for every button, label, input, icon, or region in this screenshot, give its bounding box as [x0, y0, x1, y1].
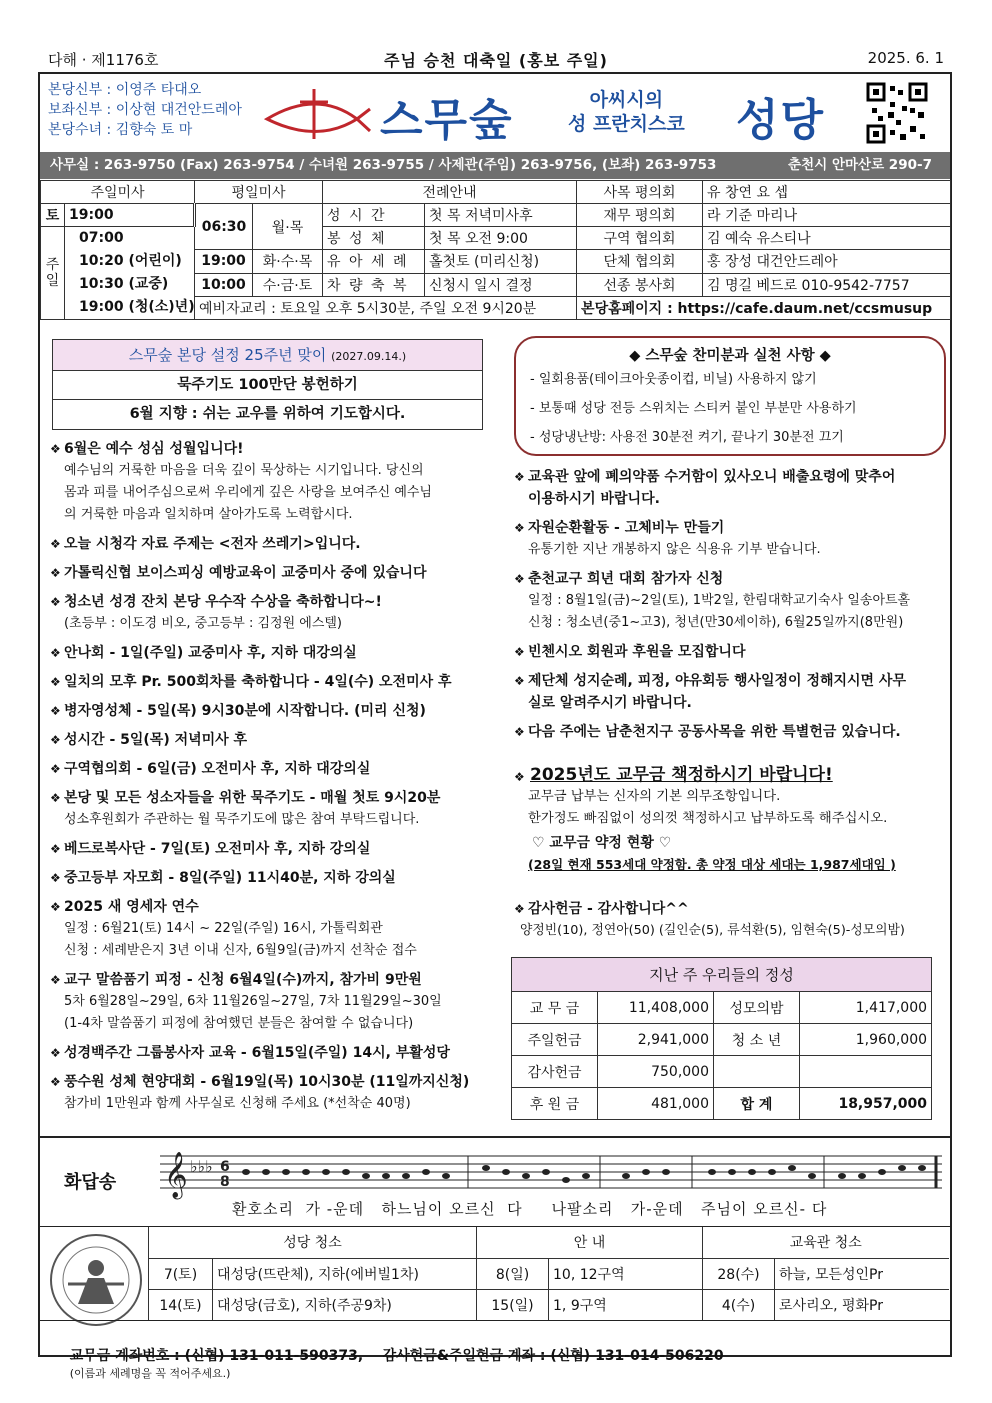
- news-item: [50, 969, 496, 1035]
- news-headline: ❖ 성경백주간 그룹봉사자 교육 - 6월15일(주일) 14시, 부활성당: [50, 1042, 496, 1064]
- offering-label: 성모의밤: [714, 992, 800, 1024]
- section-divider: [40, 1136, 950, 1138]
- logo-sub-top: 아씨시의: [589, 89, 664, 111]
- news-detail: 5차 6월28일~29일, 6차 11월26일~27일, 7차 11월29일~30일: [64, 994, 442, 1009]
- pastoral-council-head: 유 창연 요 셉: [703, 181, 951, 204]
- fish-cross-logo-icon: [262, 84, 372, 144]
- duty-assignment: 1, 9구역: [549, 1289, 703, 1320]
- header-pastoral-council: 사목 평의회: [577, 181, 703, 204]
- liturgy-value-1: 첫 목 저녁미사후: [425, 204, 577, 227]
- duty-row: [149, 1289, 949, 1320]
- bullet-icon: ❖: [514, 902, 525, 916]
- right-news-list: [514, 466, 950, 750]
- offering-row: [512, 992, 932, 1024]
- news-detail: 성소후원회가 주관하는 월 묵주기도에 많은 참여 부탁드립니다.: [64, 812, 420, 827]
- sunday-time-1: 07:00: [79, 230, 124, 246]
- qr-code-icon: [866, 82, 928, 144]
- weekday-time-3: 10:00: [195, 273, 253, 296]
- duty-date: 28(수): [703, 1258, 775, 1289]
- weekday-time-2: 19:00: [195, 250, 253, 273]
- news-detail: 신청 : 세례받은지 3년 이내 신자, 6월9일(금)까지 선착순 접수: [64, 943, 417, 958]
- offering-amount: 18,957,000: [800, 1088, 932, 1120]
- news-detail: 유통기한 지난 개봉하지 않은 식용유 기부 받습니다.: [528, 542, 821, 557]
- svg-text:8: 8: [220, 1174, 230, 1190]
- homepage-info[interactable]: [577, 296, 951, 319]
- pledge-head-text: 2025년도 교무금 책정하시기 바랍니다!: [530, 765, 833, 785]
- news-headline: ❖ 제단체 성지순례, 피정, 야유회등 행사일정이 정해지시면 사무: [514, 670, 950, 692]
- news-detail: 신청 : 청소년(중1~고3), 청년(만30세이하), 6월25일까지(8만원): [528, 615, 904, 630]
- pledge-sub-1: 교무금 납부는 신자의 기본 의무조항입니다.: [528, 789, 781, 804]
- eco-title: ◆ 스무숲 찬미분과 실천 사항 ◆: [629, 348, 831, 364]
- liturgy-label-3: 유 아 세 례: [323, 250, 425, 273]
- eco-item-3: - 성당냉난방: 사용전 30분전 켜기, 끝나기 30분전 끄기: [530, 430, 844, 445]
- news-item: [50, 533, 496, 555]
- offering-amount: 2,941,000: [598, 1024, 714, 1056]
- offering-row: [512, 1056, 932, 1088]
- sunday-time-4: 19:00 (청(소)년): [79, 299, 195, 315]
- news-headline: ❖ 다음 주에는 남춘천지구 공동사목을 위한 특별헌금 있습니다.: [514, 721, 950, 743]
- news-detail: 참가비 1만원과 함께 사무실로 신청해 주세요 (*선착순 40명): [64, 1096, 411, 1111]
- news-headline: ❖ 교구 말씀품기 피정 - 신청 6월4일(수)까지, 참가비 9만원: [50, 969, 496, 991]
- liturgy-value-3: 홀첫토 (미리신청): [425, 250, 577, 273]
- sunday-time-3: 10:30 (교중): [79, 276, 169, 292]
- offering-label: [714, 1056, 800, 1088]
- offering-amount: 481,000: [598, 1088, 714, 1120]
- duty-assignment: 로사리오, 평화Pr: [775, 1289, 949, 1320]
- news-item: [50, 438, 496, 526]
- pledge-status: (28일 현재 553세대 약정함. 총 약정 대상 세대는 1,987세대임 ): [528, 857, 896, 872]
- contact-bar: [40, 152, 950, 179]
- news-headline: ❖ 본당 및 모든 성소자들을 위한 묵주기도 - 매월 첫토 9시20분: [50, 787, 496, 809]
- footer-accounts-text: 교무금 계좌번호 : (신협) 131-011-590373, 감사헌금&주일헌금 계좌 : (신협) 131-014-506220: [69, 1348, 724, 1364]
- news-headline: ❖ 2025 새 영세자 연수: [50, 896, 496, 918]
- logo-sub-bottom: 성 프란치스코: [568, 113, 685, 135]
- bullet-icon: ❖: [514, 770, 525, 784]
- anniversary-box: [52, 339, 483, 430]
- issue-number: 다해 · 제1176호: [48, 51, 159, 69]
- sunday-times: [65, 227, 195, 320]
- news-item: [50, 867, 496, 889]
- duty-row: [149, 1258, 949, 1289]
- news-headline: ❖ 성시간 - 5일(목) 저녁미사 후: [50, 729, 496, 751]
- church-seal-icon: [48, 1232, 144, 1328]
- news-headline: ❖ 안나회 - 1일(주일) 교중미사 후, 지하 대강의실: [50, 642, 496, 664]
- council-label-4: 선종 봉사회: [577, 273, 703, 296]
- liturgy-label-4: 차 량 축 복: [323, 273, 425, 296]
- news-headline: ❖ 병자영성체 - 5일(목) 9시30분에 시작합니다. (미리 신청): [50, 700, 496, 722]
- svg-text:𝄞: 𝄞: [164, 1152, 188, 1198]
- offering-label: 주일헌금: [512, 1024, 598, 1056]
- news-item: [514, 517, 950, 561]
- logo-main: 스무숲: [380, 95, 514, 146]
- news-headline: ❖ 중고등부 자모회 - 8일(주일) 11시40분, 지하 강의실: [50, 867, 496, 889]
- news-headline-cont: 실로 알려주시기 바랍니다.: [528, 695, 692, 711]
- anniversary-date: (2027.09.14.): [331, 350, 407, 363]
- offering-amount: 1,960,000: [800, 1024, 932, 1056]
- news-item: [50, 758, 496, 780]
- psalm-music-staff: [156, 1142, 946, 1202]
- page-title: 주님 승천 대축일 (홍보 주일): [384, 51, 608, 70]
- liturgy-label-1: 성 시 간: [323, 204, 425, 227]
- offering-amount: [800, 1056, 932, 1088]
- news-item: [50, 591, 496, 635]
- news-headline: ❖ 일치의 모후 Pr. 500회차를 축하합니다 - 4일(수) 오전미사 후: [50, 671, 496, 693]
- news-item: [50, 1042, 496, 1064]
- church-address: 춘천시 안마산로 290-7: [788, 157, 932, 173]
- news-item: [50, 562, 496, 584]
- weekday-days-1: 월·목: [253, 204, 323, 250]
- news-item: [50, 729, 496, 751]
- liturgy-value-4: 신청시 일시 결정: [425, 273, 577, 296]
- offering-amount: 11,408,000: [598, 992, 714, 1024]
- offering-label: 교 무 금: [512, 992, 598, 1024]
- news-headline: ❖ 빈첸시오 회원과 후원을 모집합니다: [514, 641, 950, 663]
- council-label-3: 단체 협의회: [577, 250, 703, 273]
- clergy-associate: 보좌신부 : 이상현 대건안드레아: [48, 102, 242, 118]
- news-headline: ❖ 자원순환활동 - 고체비누 만들기: [514, 517, 950, 539]
- pledge-head: [514, 764, 950, 786]
- thanks-section: [514, 898, 950, 942]
- offering-row: [512, 1024, 932, 1056]
- offering-title: 지난 주 우리들의 정성: [512, 958, 932, 992]
- clergy-list: [48, 80, 242, 140]
- header-weekday-mass: 평일미사: [195, 181, 323, 204]
- news-item: [50, 787, 496, 831]
- issue-date: 2025. 6. 1: [867, 49, 944, 67]
- news-detail: 일정 : 6월21(토) 14시 ~ 22일(주일) 16시, 가톨릭회관: [64, 921, 383, 936]
- anniversary-title: 스무숲 본당 설정 25주년 맞이: [128, 346, 327, 364]
- offering-amount: 750,000: [598, 1056, 714, 1088]
- weekday-days-2: 화·수·목: [253, 250, 323, 273]
- contact-phones: 사무실 : 263-9750 (Fax) 263-9754 / 수녀원 263-9755 / 사제관(주임) 263-9756, (보좌) 263-9753: [50, 157, 717, 173]
- eco-item-1: - 일회용품(테이크아웃종이컵, 비닐) 사용하지 않기: [530, 372, 817, 387]
- news-headline: ❖ 오늘 시청각 자료 주제는 <전자 쓰레기>입니다.: [50, 533, 496, 555]
- thanks-names: 양정빈(10), 정연아(50) (길인순(5), 류석환(5), 임현숙(5)-성모의밤): [520, 923, 905, 938]
- psalm-label: 화답송: [64, 1172, 117, 1193]
- section-divider: [40, 1320, 950, 1321]
- news-headline: ❖ 베드로복사단 - 7일(토) 오전미사 후, 지하 강의실: [50, 838, 496, 860]
- schedule-table: [40, 180, 950, 320]
- logo-church: 성당: [736, 95, 826, 146]
- duty-date: 8(일): [477, 1258, 549, 1289]
- catechism-info: 예비자교리 : 토요일 오후 5시30분, 주일 오전 9시20분: [195, 296, 577, 319]
- duty-assignment: 10, 12구역: [549, 1258, 703, 1289]
- council-label-1: 재무 평의회: [577, 204, 703, 227]
- homepage-link[interactable]: 본당홈페이지 : https://cafe.daum.net/ccsmusup: [581, 300, 933, 317]
- sunday-label: 주일: [41, 227, 65, 320]
- news-headline: ❖ 풍수원 성체 현양대회 - 6월19일(목) 10시30분 (11일까지신청): [50, 1071, 496, 1093]
- footer-note: (이름과 세례명을 꼭 적어주세요.): [69, 1367, 231, 1380]
- offering-label: 감사헌금: [512, 1056, 598, 1088]
- news-detail: (초등부 : 이도경 비오, 중고등부 : 김정원 에스텔): [64, 616, 343, 631]
- council-value-2: 김 예숙 유스티나: [703, 227, 951, 250]
- duty-date: 7(토): [149, 1258, 213, 1289]
- news-detail: 일정 : 8월1일(금)~2일(토), 1박2일, 한림대학교기숙사 일송아트홀: [528, 593, 911, 608]
- thanks-head-text: 감사헌금 - 감사합니다^^: [528, 901, 689, 917]
- svg-text:♭♭♭: ♭♭♭: [190, 1157, 213, 1176]
- clergy-sister: 본당수녀 : 김향숙 토 마: [48, 122, 193, 138]
- clergy-pastor: 본당신부 : 이영주 타대오: [48, 82, 202, 98]
- liturgy-label-2: 봉 성 체: [323, 227, 425, 250]
- news-item: [514, 641, 950, 663]
- duty-date: 14(토): [149, 1289, 213, 1320]
- anniversary-title-row: [53, 340, 482, 371]
- duty-assignment: 하늘, 모든성인Pr: [775, 1258, 949, 1289]
- news-item: [50, 671, 496, 693]
- news-item: [514, 670, 950, 714]
- psalm-lyrics: 환호소리 가 -운데 하느님이 오르신 다 나팔소리 가-운데 주님이 오르신- 다: [232, 1200, 828, 1218]
- offering-label: 청 소 년: [714, 1024, 800, 1056]
- thanks-head: [514, 898, 950, 920]
- left-news-list: [50, 438, 496, 1122]
- news-item: [50, 838, 496, 860]
- logo-sub: [568, 88, 685, 136]
- news-item: [514, 568, 950, 634]
- news-headline: ❖ 6월은 예수 성심 성월입니다!: [50, 438, 496, 460]
- duty-header-guide: 안 내: [477, 1227, 703, 1258]
- duties-table: [148, 1227, 949, 1321]
- rosary-goal: 묵주기도 100만단 봉헌하기: [53, 371, 482, 400]
- weekday-days-3: 수·금·토: [253, 273, 323, 296]
- news-item: [50, 1071, 496, 1115]
- news-headline: ❖ 춘천교구 희년 대회 참가자 신청: [514, 568, 950, 590]
- news-item: [514, 721, 950, 743]
- news-headline: ❖ 교육관 앞에 폐의약품 수거함이 있사오니 배출요령에 맞추어: [514, 466, 950, 488]
- eco-list: [516, 365, 944, 452]
- council-value-3: 홍 장성 대건안드레아: [703, 250, 951, 273]
- duty-date: 4(수): [703, 1289, 775, 1320]
- council-label-2: 구역 협의회: [577, 227, 703, 250]
- news-item: [50, 896, 496, 962]
- offering-row: [512, 1088, 932, 1120]
- header-liturgy: 전례안내: [323, 181, 577, 204]
- eco-item-2: - 보통때 성당 전등 스위치는 스티커 붙인 부분만 사용하기: [530, 401, 857, 416]
- news-detail: 의 거룩한 마음과 일치하며 살아가도록 노력합시다.: [64, 507, 353, 522]
- news-item: [50, 642, 496, 664]
- pledge-sub-2: 한가정도 빠짐없이 성의껏 책정하시고 납부하도록 해주십시오.: [528, 811, 888, 826]
- sunday-time-2: 10:20 (어린이): [79, 253, 182, 269]
- saturday-label: 토: [41, 204, 65, 227]
- svg-text:6: 6: [220, 1159, 230, 1175]
- monthly-intention: 6월 지향 : 쉬는 교우를 위하여 기도합시다.: [129, 406, 406, 422]
- offering-table: [511, 957, 932, 1120]
- duty-assignment: 대성당(금호), 지하(주공9차): [213, 1289, 477, 1320]
- duty-header-hall-cleaning: 교육관 청소: [703, 1227, 949, 1258]
- offering-label: 후 원 금: [512, 1088, 598, 1120]
- duty-date: 15(일): [477, 1289, 549, 1320]
- weekday-time-1: 06:30: [195, 204, 253, 250]
- pledge-status-title: ♡ 교무금 약정 현황 ♡: [532, 835, 672, 851]
- header-sunday-mass: 주일미사: [41, 181, 195, 204]
- liturgy-value-2: 첫 목 오전 9:00: [425, 227, 577, 250]
- council-value-1: 라 기준 마리나: [703, 204, 951, 227]
- news-detail: (1-4차 말씀품기 피정에 참여했던 분들은 참여할 수 없습니다): [64, 1016, 414, 1031]
- news-detail: 몸과 피를 내어주심으로써 우리에게 깊은 사랑을 보여주신 예수님: [64, 485, 432, 500]
- news-detail: 예수님의 거룩한 마음을 더욱 깊이 묵상하는 시기입니다. 당신의: [64, 463, 424, 478]
- news-headline: ❖ 가톨릭신협 보이스피싱 예방교육이 교중미사 중에 있습니다: [50, 562, 496, 584]
- duty-header-church-cleaning: 성당 청소: [149, 1227, 477, 1258]
- pledge-section: [514, 764, 950, 876]
- saturday-time: 19:00: [65, 204, 195, 227]
- eco-practice-box: [514, 336, 946, 456]
- news-headline-cont: 이용하시기 바랍니다.: [528, 491, 660, 507]
- news-item: [50, 700, 496, 722]
- news-headline: ❖ 구역협의회 - 6일(금) 오전미사 후, 지하 대강의실: [50, 758, 496, 780]
- news-headline: ❖ 청소년 성경 잔치 본당 우수작 수상을 축하합니다~!: [50, 591, 496, 613]
- council-value-4: 김 명길 베드로 010-9542-7757: [703, 273, 951, 296]
- news-item: [514, 466, 950, 510]
- duty-assignment: 대성당(뜨란체), 지하(에버빌1차): [213, 1258, 477, 1289]
- footer-accounts: [60, 1329, 724, 1381]
- offering-amount: 1,417,000: [800, 992, 932, 1024]
- offering-label: 합 계: [714, 1088, 800, 1120]
